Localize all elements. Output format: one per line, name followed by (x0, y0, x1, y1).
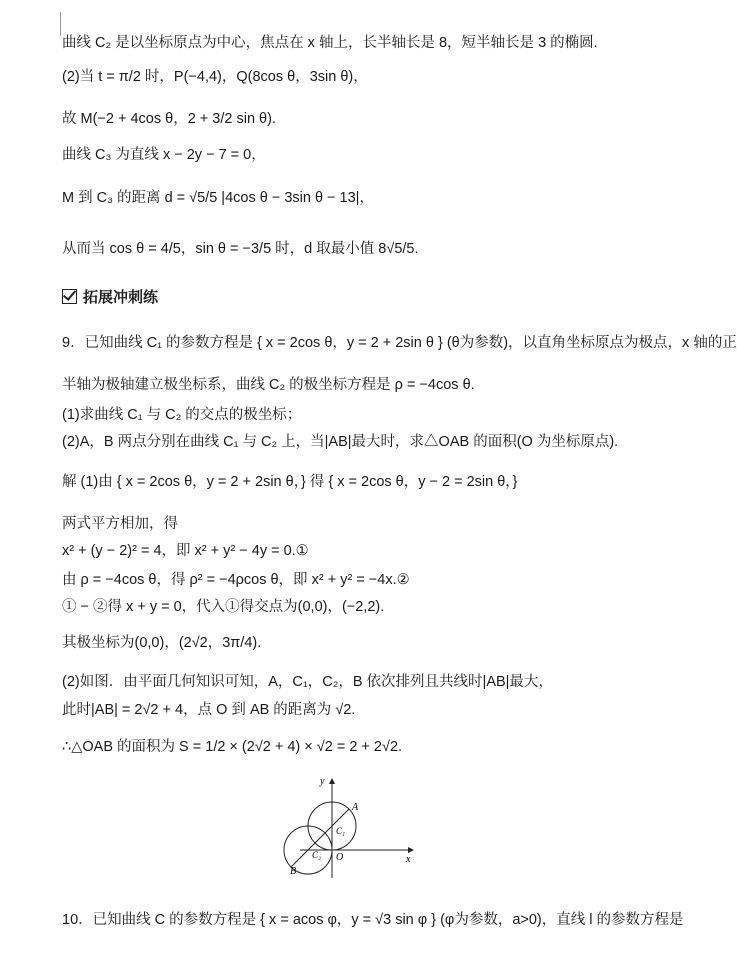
section-header (62, 286, 158, 307)
equation-2: 由 ρ = −4cos θ，得 ρ² = −4ρcos θ，即 x² + y² = −4x.② (62, 572, 410, 588)
text-line: 此时|AB| = 2√2 + 4，点 O 到 AB 的距离为 √2. (62, 702, 356, 718)
center-c1-label: C₁ (336, 826, 346, 836)
origin-label: O (336, 852, 344, 863)
crop-mark (60, 12, 61, 36)
text-line: (2)A，B 两点分别在曲线 C₁ 与 C₂ 上，当|AB|最大时，求△OAB 的面积(O 为坐标原点). (62, 434, 619, 450)
section-title: 拓展冲刺练 (83, 289, 159, 306)
text-line: 曲线 C₂ 是以坐标原点为中心，焦点在 x 轴上，长半轴长是 8，短半轴长是 3 的椭圆. (62, 35, 598, 51)
text-line: 曲线 C₃ 为直线 x − 2y − 7 = 0， (62, 147, 266, 163)
geometry-figure (290, 770, 420, 885)
text-line: 其极坐标为(0,0)，(2√2，3π/4). (62, 635, 262, 651)
y-axis-label: y (320, 776, 325, 787)
text-line: (1)求曲线 C₁ 与 C₂ 的交点的极坐标； (62, 407, 302, 423)
checkbox-icon (62, 289, 77, 304)
x-axis-label: x (406, 854, 411, 865)
text-line: 从而当 cos θ = 4/5，sin θ = −3/5 时，d 取最小值 8√5/5. (62, 241, 419, 257)
solution-line: 解 (1)由 { x = 2cos θ，y = 2 + 2sin θ，} 得 { x = 2cos θ，y − 2 = 2sin θ，} (62, 474, 518, 490)
text-line: ∴△OAB 的面积为 S = 1/2 × (2√2 + 4) × √2 = 2 + 2√2. (62, 739, 403, 755)
text-line: ① − ②得 x + y = 0，代入①得交点为(0,0)，(−2,2). (62, 599, 385, 615)
text-line: 半轴为极轴建立极坐标系，曲线 C₂ 的极坐标方程是 ρ = −4cos θ. (62, 377, 475, 393)
text-line: 故 M(−2 + 4cos θ，2 + 3/2 sin θ). (62, 111, 276, 127)
text-line: 两式平方相加，得 (62, 516, 178, 532)
center-c2-label: C₂ (312, 850, 322, 860)
problem-10-statement: 10．已知曲线 C 的参数方程是 { x = acos φ，y = √3 sin φ } (φ为参数，a>0)，直线 l 的参数方程是 (62, 912, 684, 928)
point-a-label: A (352, 802, 359, 813)
point-b-label: B (290, 866, 297, 877)
problem-9-statement: 9．已知曲线 C₁ 的参数方程是 { x = 2cos θ，y = 2 + 2sin θ } (θ为参数)，以直角坐标原点为极点，x 轴的正 (62, 335, 737, 351)
text-line: M 到 C₃ 的距离 d = √5/5 |4cos θ − 3sin θ − 13|， (62, 190, 374, 206)
equation-1: x² + (y − 2)² = 4，即 x² + y² − 4y = 0.① (62, 543, 309, 559)
text-line: (2)如图．由平面几何知识可知，A，C₁，C₂，B 依次排列且共线时|AB|最大， (62, 674, 553, 690)
text-line: (2)当 t = π/2 时，P(−4,4)，Q(8cos θ，3sin θ)， (62, 69, 368, 85)
